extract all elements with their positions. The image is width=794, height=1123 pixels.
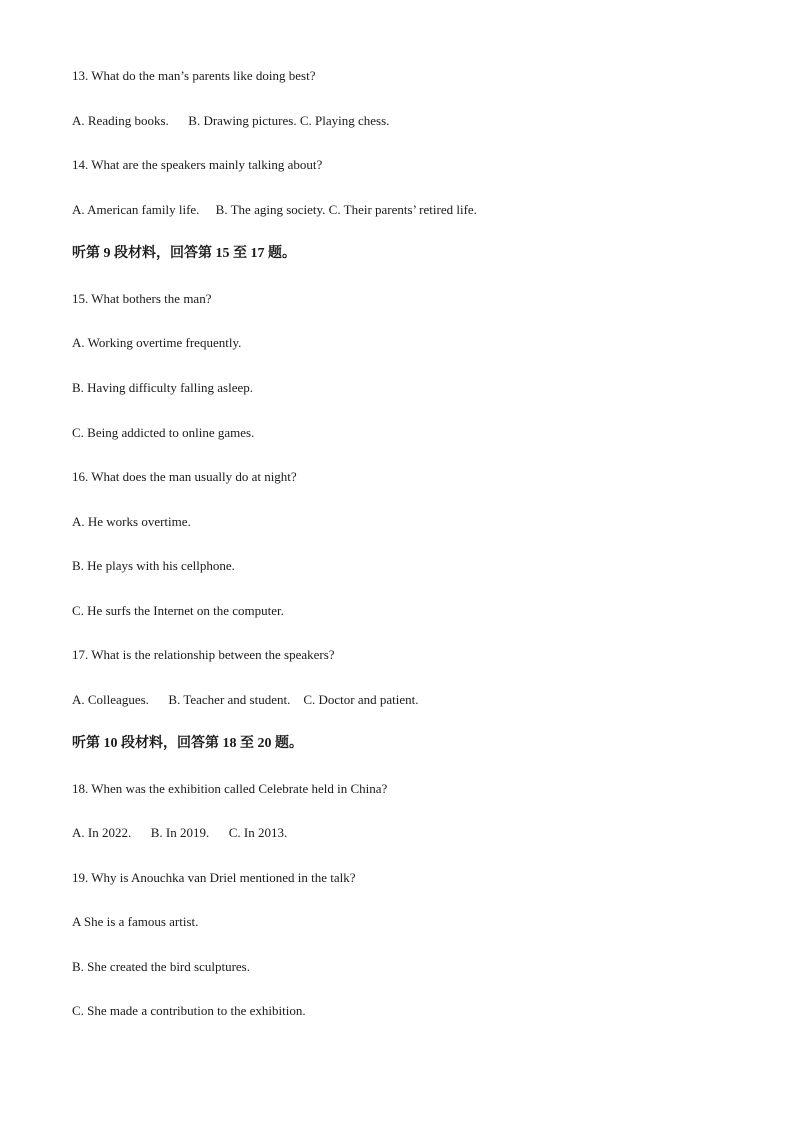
section-heading-10: 听第 10 段材料，回答第 18 至 20 题。 [72, 736, 303, 751]
question-17-options: A. Colleagues. B. Teacher and student. C. Doctor and patient. [72, 692, 419, 707]
question-16-option-b: B. He plays with his cellphone. [72, 558, 235, 573]
question-15: 15. What bothers the man? [72, 291, 212, 306]
question-15-option-c: C. Being addicted to online games. [72, 425, 255, 440]
question-18: 18. When was the exhibition called Celebrate held in China? [72, 781, 388, 796]
question-13: 13. What do the man’s parents like doing best? [72, 68, 316, 83]
question-14: 14. What are the speakers mainly talking about? [72, 157, 323, 172]
question-16-option-c: C. He surfs the Internet on the computer. [72, 603, 284, 618]
question-15-option-b: B. Having difficulty falling asleep. [72, 380, 253, 395]
question-17: 17. What is the relationship between the speakers? [72, 647, 335, 662]
question-19-option-a: A She is a famous artist. [72, 914, 199, 929]
question-15-option-a: A. Working overtime frequently. [72, 335, 242, 350]
section-heading-9: 听第 9 段材料，回答第 15 至 17 题。 [72, 246, 296, 261]
question-16: 16. What does the man usually do at night? [72, 469, 297, 484]
question-13-options: A. Reading books. B. Drawing pictures. C. Playing chess. [72, 113, 390, 128]
question-19: 19. Why is Anouchka van Driel mentioned in the talk? [72, 870, 356, 885]
question-14-options: A. American family life. B. The aging society. C. Their parents’ retired life. [72, 202, 477, 217]
question-16-option-a: A. He works overtime. [72, 514, 191, 529]
question-18-options: A. In 2022. B. In 2019. C. In 2013. [72, 825, 288, 840]
question-19-option-b: B. She created the bird sculptures. [72, 959, 250, 974]
question-19-option-c: C. She made a contribution to the exhibition. [72, 1003, 306, 1018]
